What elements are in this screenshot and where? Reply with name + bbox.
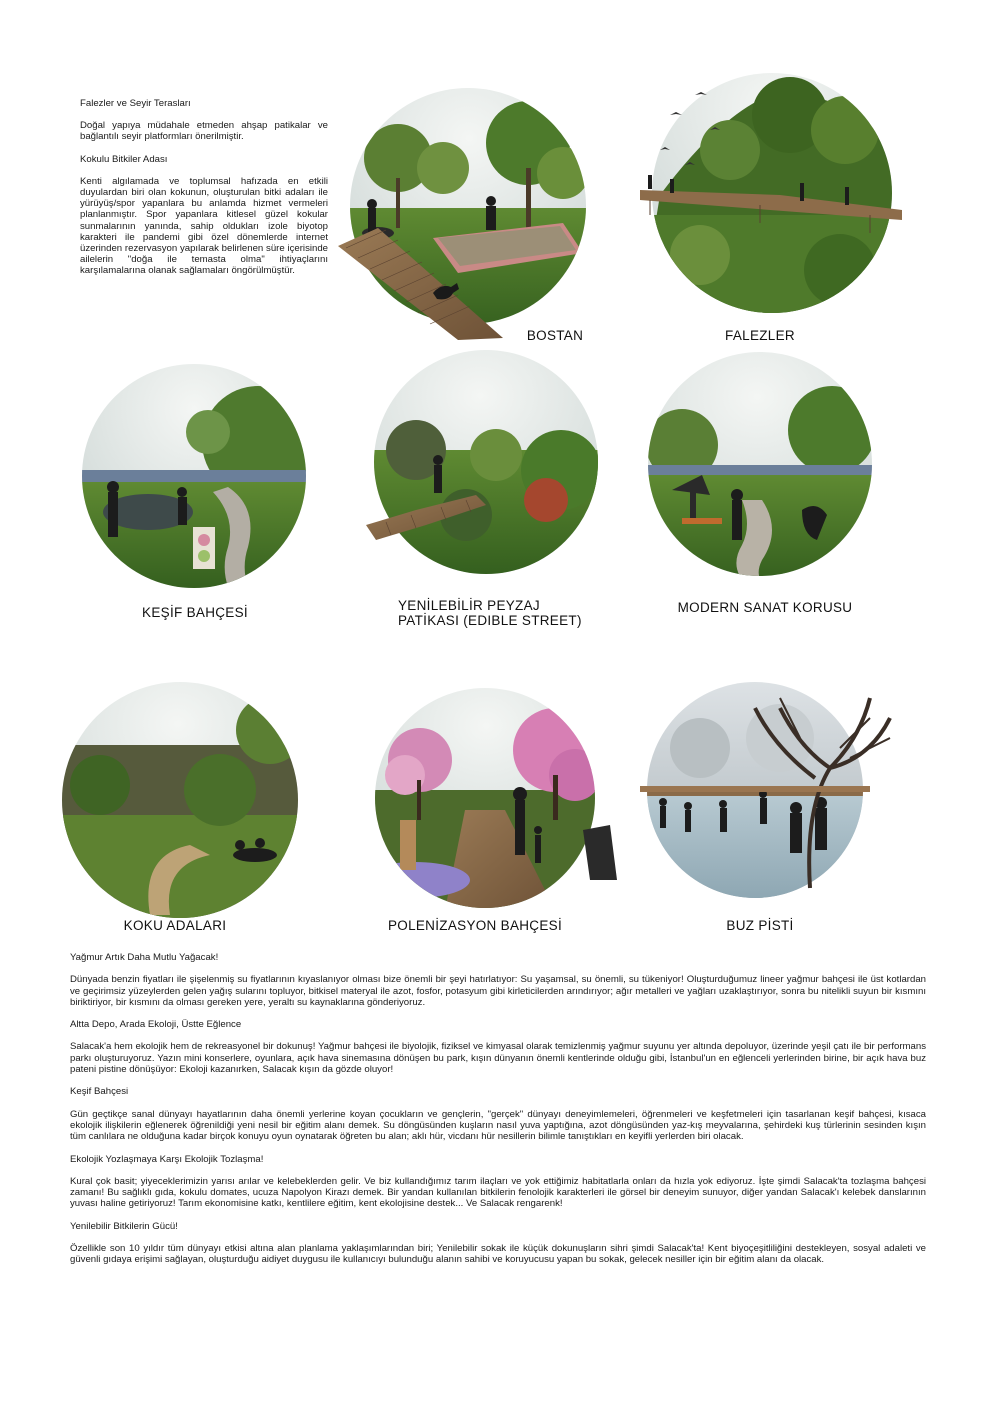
body-heading-depot: Altta Depo, Arada Ekoloji, Üstte Eğlence xyxy=(70,1019,242,1031)
intro-para-cliffs: Doğal yapıya müdahale etmeden ahşap patikalar ve bağlantılı seyir platformları önerilmiştir. xyxy=(80,120,328,143)
intro-heading-scent: Kokulu Bitkiler Adası xyxy=(80,153,168,165)
body-heading-rain: Yağmur Artık Daha Mutlu Yağacak! xyxy=(70,952,219,963)
label-koku-adalari: KOKU ADALARI xyxy=(123,918,227,933)
vignette-modern-sanat xyxy=(622,350,892,585)
label-falezler: FALEZLER xyxy=(725,328,795,343)
body-para-rain: Dünyada benzin fiyatları ile şişelenmiş su fiyatlarının kıyaslanıyor olması bize önemli bir şeyi hatırlatıyor: Su yaşamsal, su önemli, su tükeniyor! Oluşturduğumuz lineer yağmur bahçesi ile üst kotlardan ve geçirimsiz yüzeylerden gelen yağış sularını topluyor, bitkisel materyal ile azot, fosfor, potasyum gibi kirleticilerden arındırıyor; ağır metalleri ve yağları uzaklaştırıyor, sonra bu nitelikli suyun bir kısmını biriktiriyor, bir kısmını da olması gereken yere, yeraltı su kaynaklarına gönderiyoruz. xyxy=(70,974,926,1008)
body-text xyxy=(70,952,926,1277)
vignette-polenizasyon xyxy=(355,680,617,910)
body-para-discovery: Gün geçtikçe sanal dünyayı hayatlarının daha önemli yerlerine koyan çocukların ve gençlerin, "gerçek" dünyayı deneyimlemeleri, öğrenmeleri ve keşfetmeleri için tasarlanan keşif bahçesi, kısaca ekolojik ilişkilerin eğlenerek öğrenildiği yeni nesil bir eğitim alanı demek. Su döngüsünden kuşların nasıl yuva yaptığına, azot döngüsünden yaz-kış meyvalarına, şehirdeki kuş türlerinin sesinden kışın tüm canlılara ne olduğuna kadar birçok konuyu oyun oynatarak öğreten bu alan; aklı hür, vicdanı hür nesillerin bilimle tanıştıkları en keyifli yerlerden biri olacak. xyxy=(70,1108,926,1143)
body-heading-pollination: Ekolojik Yozlaşmaya Karşı Ekolojik Tozlaşma! xyxy=(70,1153,264,1165)
label-edible-street: YENİLEBİLİR PEYZAJ PATİKASI (EDIBLE STREET) xyxy=(398,598,582,628)
koku-adalari-illustration xyxy=(40,675,315,920)
body-para-pollination: Kural çok basit; yiyeceklerimizin yarısı arılar ve kelebeklerden gelir. Ve biz kullandığımız tarım ilaçları ve yok ettiğimiz habitatlarla onları da hızla yok ediyoruz. İşte şimdi Salacak'ta tozlaşma bahçesi zamanı! Bu sağlıklı gıda, kokulu domates, ucuza Napolyon Kirazı demek. Bir yandan kullanılan bitkilerin fenolojik karakterleri ile görsel bir deneyim sunuyor, diğer yandan Salacak'ı kelebek danslarının yuvası haline getiriyoruz! Tarım ekonomisine katkı, kentlilere eğitim, kent ekolojisine destek... Ve Salacak rengarenk! xyxy=(70,1175,926,1210)
falezler-illustration xyxy=(640,55,905,317)
polenizasyon-illustration xyxy=(355,680,617,910)
label-bostan: BOSTAN xyxy=(526,328,584,343)
label-kesif: KEŞİF BAHÇESİ xyxy=(142,605,248,620)
intro-para-scent: Kenti algılamada ve toplumsal hafızada en etkili duyulardan biri olan kokunun, oluşturulan bitki adaları ile yürüyüş/spor yapanlara bu anlamda hizmet vermeleri planlanmıştır. Spor yapanlara kitlesel güzel kokular sunmalarının yanında, sahip oldukları izole biyotop karakteri ile pandemi gibi özel dönemlerde internet üzerinden rezervasyon yapılarak belirlenen süre içerisinde ailelerin "doğa ile temasta olma" ihtiyaçlarını karşılamalarına olanak sağlamaları öngörülmüştür. xyxy=(80,175,328,277)
modern-sanat-illustration xyxy=(622,350,892,585)
vignette-falezler xyxy=(640,55,905,317)
label-polenizasyon: POLENİZASYON BAHÇESİ xyxy=(387,918,563,933)
vignette-buz-pisti xyxy=(640,658,902,898)
vignette-bostan xyxy=(338,88,600,340)
kesif-illustration xyxy=(78,362,310,597)
vignette-edible-street xyxy=(346,350,614,580)
intro-heading-cliffs: Falezler ve Seyir Terasları xyxy=(80,98,191,109)
label-modern-sanat: MODERN SANAT KORUSU xyxy=(677,600,853,615)
label-buz-pisti: BUZ PİSTİ xyxy=(726,918,794,933)
bostan-illustration xyxy=(338,88,600,340)
buz-pisti-illustration xyxy=(640,658,902,898)
body-para-edible: Özellikle son 10 yıldır tüm dünyayı etkisi altına alan planlama yaklaşımlarından biri; Yenilebilir sokak ile küçük dokunuşların sihri şimdi Salacak'ta! Kent biyoçeşitliliğini destekleyen, sosyal adaleti ve güvenli gıdaya erişimi sağlayan, oluşturduğu aidiyet duygusu ile kullanıcıyı bulunduğu alanın sahibi ve koruyucusu yapan bu sokak, gelecek nesiller için bir eğitim alanı da olacak. xyxy=(70,1243,926,1266)
vignette-kesif xyxy=(78,362,310,597)
vignette-koku-adalari xyxy=(40,675,315,920)
intro-text xyxy=(80,98,328,288)
edible-street-illustration xyxy=(346,350,614,580)
body-heading-edible: Yenilebilir Bitkilerin Gücü! xyxy=(70,1220,178,1232)
body-heading-discovery: Keşif Bahçesi xyxy=(70,1086,129,1098)
body-para-depot: Salacak'a hem ekolojik hem de rekreasyonel bir dokunuş! Yağmur bahçesi ile biyolojik, fiziksel ve kimyasal olarak temizlenmiş yağmur suyunu yer altında depoluyor, üzerinde yeşil çatı ile bir performans parkı oluşturuyoruz. Yazın mini konserlere, oyunlara, açık hava sinemasına dönüşen bu park, kışın dünyanın önemli kentlerinde olduğu gibi, İstanbul'un en eğlenceli yerlerinden birine, bir açık hava buz pateni pistine dönüşüyor: Ekoloji kazanırken, Salacak kışın da gözde oluyor! xyxy=(70,1041,926,1076)
